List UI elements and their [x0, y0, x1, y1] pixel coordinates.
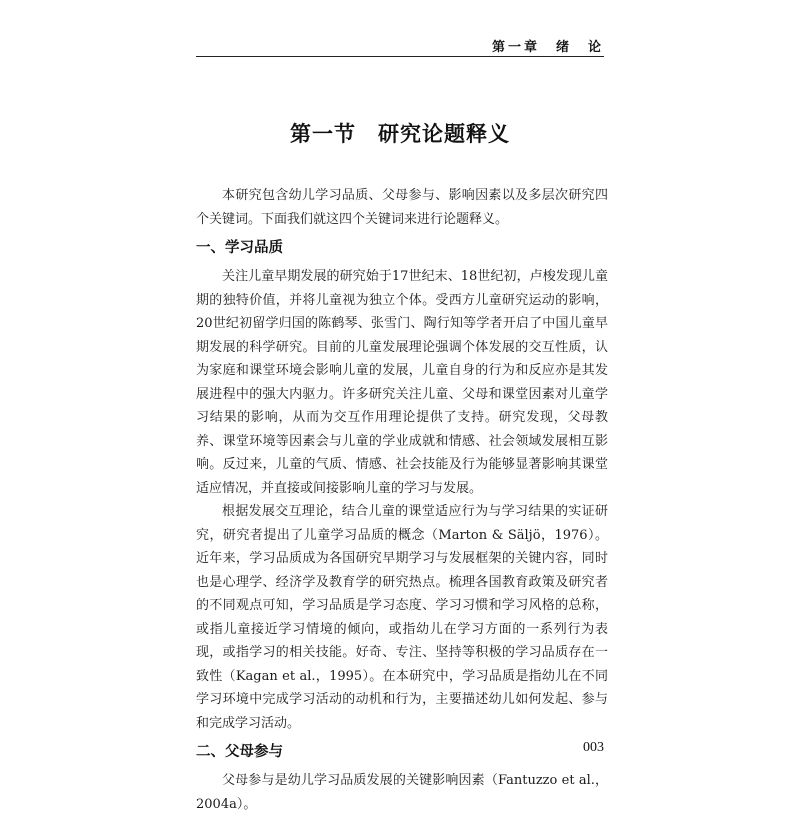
paragraph: 关注儿童早期发展的研究始于17世纪末、18世纪初，卢梭发现儿童期的独特价值，并将儿童视为独立个体。受西方儿童研究运动的影响，20世纪初留学归国的陈鹤琴、张雪门、陶行知等学者开启了中国儿童早期发展的科学研究。目前的儿童发展理论强调个体发展的交互性质，认为家庭和课堂环境会影响儿童的发展，儿童自身的行为和反应亦是其发展进程中的强大内驱力。许多研究关注儿童、父母和课堂因素对儿童学习结果的影响，从而为交互作用理论提供了支持。研究发现，父母教养、课堂环境等因素会与儿童的学业成就和情感、社会领域发展相互影响。反过来，儿童的气质、情感、社会技能及行为能够显著影响其课堂适应情况，并直接或间接影响儿童的学习与发展。: [196, 269, 608, 496]
body-text: [196, 184, 608, 816]
paragraph: 父母参与是幼儿学习品质发展的关键影响因素（Fantuzzo et al.，2004a）。: [196, 773, 608, 812]
subheading-learning-quality: 一、学习品质: [196, 240, 283, 256]
intro-paragraph: 本研究包含幼儿学习品质、父母参与、影响因素以及多层次研究四个关键词。下面我们就这四个关键词来进行论题释义。: [196, 188, 608, 227]
subheading-parent-involvement: 二、父母参与: [196, 744, 283, 760]
header-rule: [196, 56, 604, 57]
section-title: 第一节 研究论题释义: [290, 121, 510, 146]
running-header: 第一章 绪 论: [491, 40, 604, 55]
paragraph: 根据发展交互理论，结合儿童的课堂适应行为与学习结果的实证研究，研究者提出了儿童学习品质的概念（Marton & Säljö，1976）。近年来，学习品质成为各国研究早期学习与发展框架的关键内容，同时也是心理学、经济学及教育学的研究热点。梳理各国教育政策及研究者的不同观点可知，学习品质是学习态度、学习习惯和学习风格的总称，或指儿童接近学习情境的倾向，或指幼儿在学习方面的一系列行为表现，或指学习的相关技能。好奇、专注、坚持等积极的学习品质存在一致性（Kagan et al.，1995）。在本研究中，学习品质是指幼儿在不同学习环境中完成学习活动的动机和行为，主要描述幼儿如何发起、参与和完成学习活动。: [196, 504, 608, 731]
page-number: 003: [583, 740, 604, 755]
